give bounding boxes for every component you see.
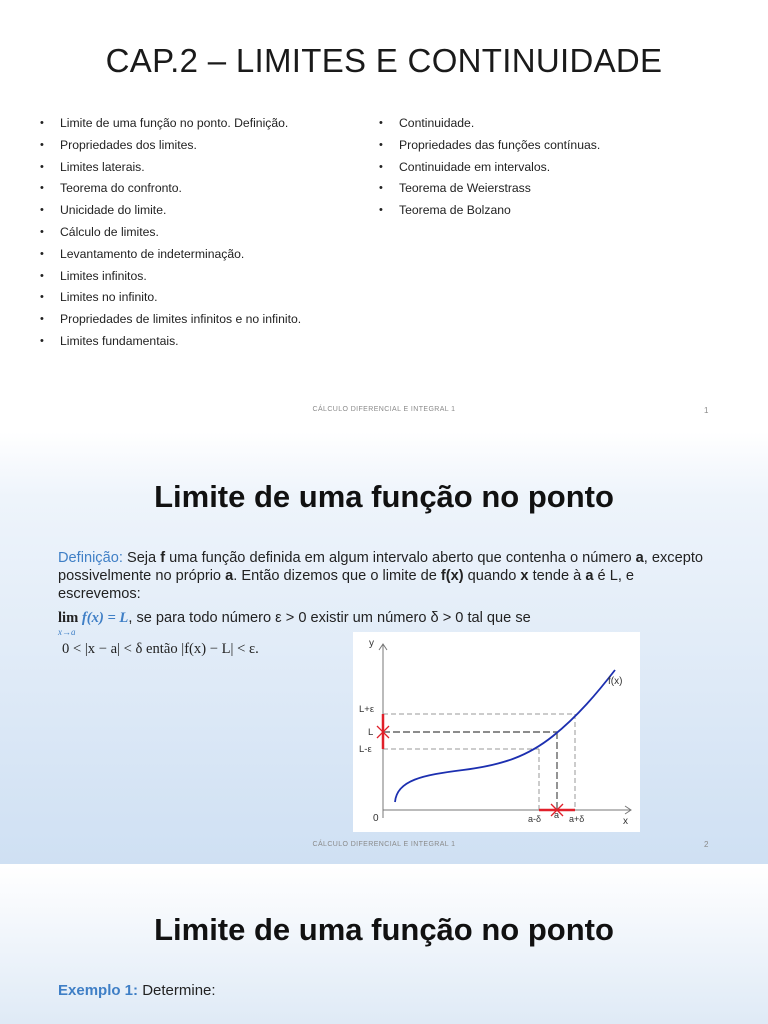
topic-label: Limites infinitos.: [60, 268, 147, 283]
topic-label: Limites no infinito.: [60, 290, 158, 305]
definition-text: quando: [463, 568, 521, 584]
page-number: 1: [704, 406, 709, 415]
l-minus-epsilon-label: L-ε: [359, 744, 372, 755]
bullet-icon: •: [40, 334, 44, 347]
epsilon-delta-guides: [383, 714, 575, 810]
slide-3: [0, 866, 768, 1024]
example-text: Determine:: [138, 982, 216, 999]
definition-text: , excepto possivelmente no próprio: [58, 550, 704, 584]
topic-item: [40, 160, 360, 182]
topic-item: [379, 116, 699, 138]
bullet-icon: •: [40, 225, 44, 238]
definition-text: . Então dizemos que o limite de: [233, 568, 441, 584]
topic-label: Continuidade em intervalos.: [399, 159, 551, 174]
bullet-icon: •: [40, 138, 44, 151]
topic-item: [379, 160, 699, 182]
bullet-icon: •: [40, 269, 44, 282]
topic-label: Limite de uma função no ponto. Definição.: [60, 116, 289, 130]
topics-list-right: [379, 116, 699, 225]
lim-subscript: x→a: [58, 627, 76, 637]
definition-label: Definição:: [58, 550, 123, 566]
example-line: [58, 982, 216, 999]
bullet-icon: •: [40, 291, 44, 304]
topic-item: [40, 138, 360, 160]
point-symbol: a: [635, 550, 644, 566]
topic-item: [40, 247, 360, 269]
topic-label: Limites laterais.: [60, 159, 145, 174]
bullet-icon: •: [40, 182, 44, 195]
topic-label: Propriedades das funções contínuas.: [399, 137, 601, 152]
definition-paragraph: [58, 549, 718, 603]
definition-text: uma função definida em algum intervalo aberto que contenha o número: [165, 550, 636, 566]
bullet-icon: •: [379, 138, 383, 151]
point-symbol: a: [585, 568, 594, 584]
topic-item: [40, 269, 360, 291]
l-plus-epsilon-label: L+ε: [359, 704, 375, 715]
l-label: L: [368, 727, 374, 738]
limit-notation-line: [58, 609, 718, 637]
topic-item: [40, 116, 360, 138]
topic-label: Teorema de Weierstrass: [399, 181, 531, 196]
definition-text: é L, e escrevemos:: [58, 568, 635, 602]
topic-label: Propriedades dos limites.: [60, 137, 197, 152]
topic-item: [379, 203, 699, 225]
page-number: 2: [704, 840, 709, 849]
limit-operator: [58, 609, 79, 637]
function-symbol: f: [160, 550, 166, 566]
slide-1: [0, 0, 768, 432]
function-curve: [395, 670, 615, 802]
definition-text: tende à: [528, 568, 586, 584]
slide-title: Limite de uma função no ponto: [154, 912, 614, 947]
point-symbol: a: [225, 568, 234, 584]
bullet-icon: •: [379, 204, 383, 217]
topic-item: [40, 181, 360, 203]
limit-graph: [353, 632, 640, 832]
curve-label: f(x): [608, 676, 623, 687]
topic-label: Propriedades de limites infinitos e no infinito.: [60, 312, 302, 327]
x-axis-label: x: [623, 816, 628, 827]
topic-label: Limites fundamentais.: [60, 333, 179, 348]
origin-label: 0: [373, 813, 379, 824]
bullet-icon: •: [379, 160, 383, 173]
topic-label: Teorema de Bolzano: [399, 203, 511, 218]
topic-item: [40, 290, 360, 312]
topic-label: Cálculo de limites.: [60, 224, 159, 239]
bullet-icon: •: [40, 160, 44, 173]
epsilon-delta-condition: 0 < |x − a| < δ então |f(x) − L| < ε.: [62, 641, 259, 657]
y-axis-label: y: [369, 638, 374, 649]
lim-word: lim: [58, 610, 79, 626]
bullet-icon: •: [379, 182, 383, 195]
limit-expression: f(x) = L: [78, 610, 129, 626]
topics-list-left: [40, 116, 360, 356]
example-label: Exemplo 1:: [58, 982, 139, 999]
topic-item: [379, 138, 699, 160]
slide-title: Limite de uma função no ponto: [154, 479, 614, 514]
topic-item: [379, 181, 699, 203]
bullet-icon: •: [40, 247, 44, 260]
a-label: a: [554, 810, 560, 820]
limit-definition-figure: [353, 632, 640, 832]
slide-2: [0, 432, 768, 864]
limit-condition: , se para todo número ε > 0 existir um número δ > 0 tal que se: [128, 610, 531, 626]
slide-footer: CÁLCULO DIFERENCIAL E INTEGRAL 1: [312, 841, 456, 848]
topic-item: [40, 225, 360, 247]
topic-item: [40, 312, 360, 334]
topic-label: Teorema do confronto.: [60, 181, 182, 196]
a-minus-delta-label: a-δ: [528, 814, 542, 824]
topic-item: [40, 203, 360, 225]
bullet-icon: •: [40, 204, 44, 217]
topic-label: Continuidade.: [399, 116, 475, 130]
slide-footer: CÁLCULO DIFERENCIAL E INTEGRAL 1: [312, 406, 456, 413]
slide-title: CAP.2 – LIMITES E CONTINUIDADE: [105, 42, 663, 79]
definition-text: Seja: [122, 550, 161, 566]
topic-item: [40, 334, 360, 356]
bullet-icon: •: [40, 313, 44, 326]
function-expression: f(x): [440, 568, 464, 584]
a-plus-delta-label: a+δ: [569, 814, 585, 824]
variable-symbol: x: [520, 568, 529, 584]
limit-guides: [383, 732, 557, 810]
topic-label: Levantamento de indeterminação.: [60, 246, 245, 261]
topic-label: Unicidade do limite.: [60, 203, 167, 218]
bullet-icon: •: [379, 117, 383, 129]
bullet-icon: •: [40, 117, 44, 129]
